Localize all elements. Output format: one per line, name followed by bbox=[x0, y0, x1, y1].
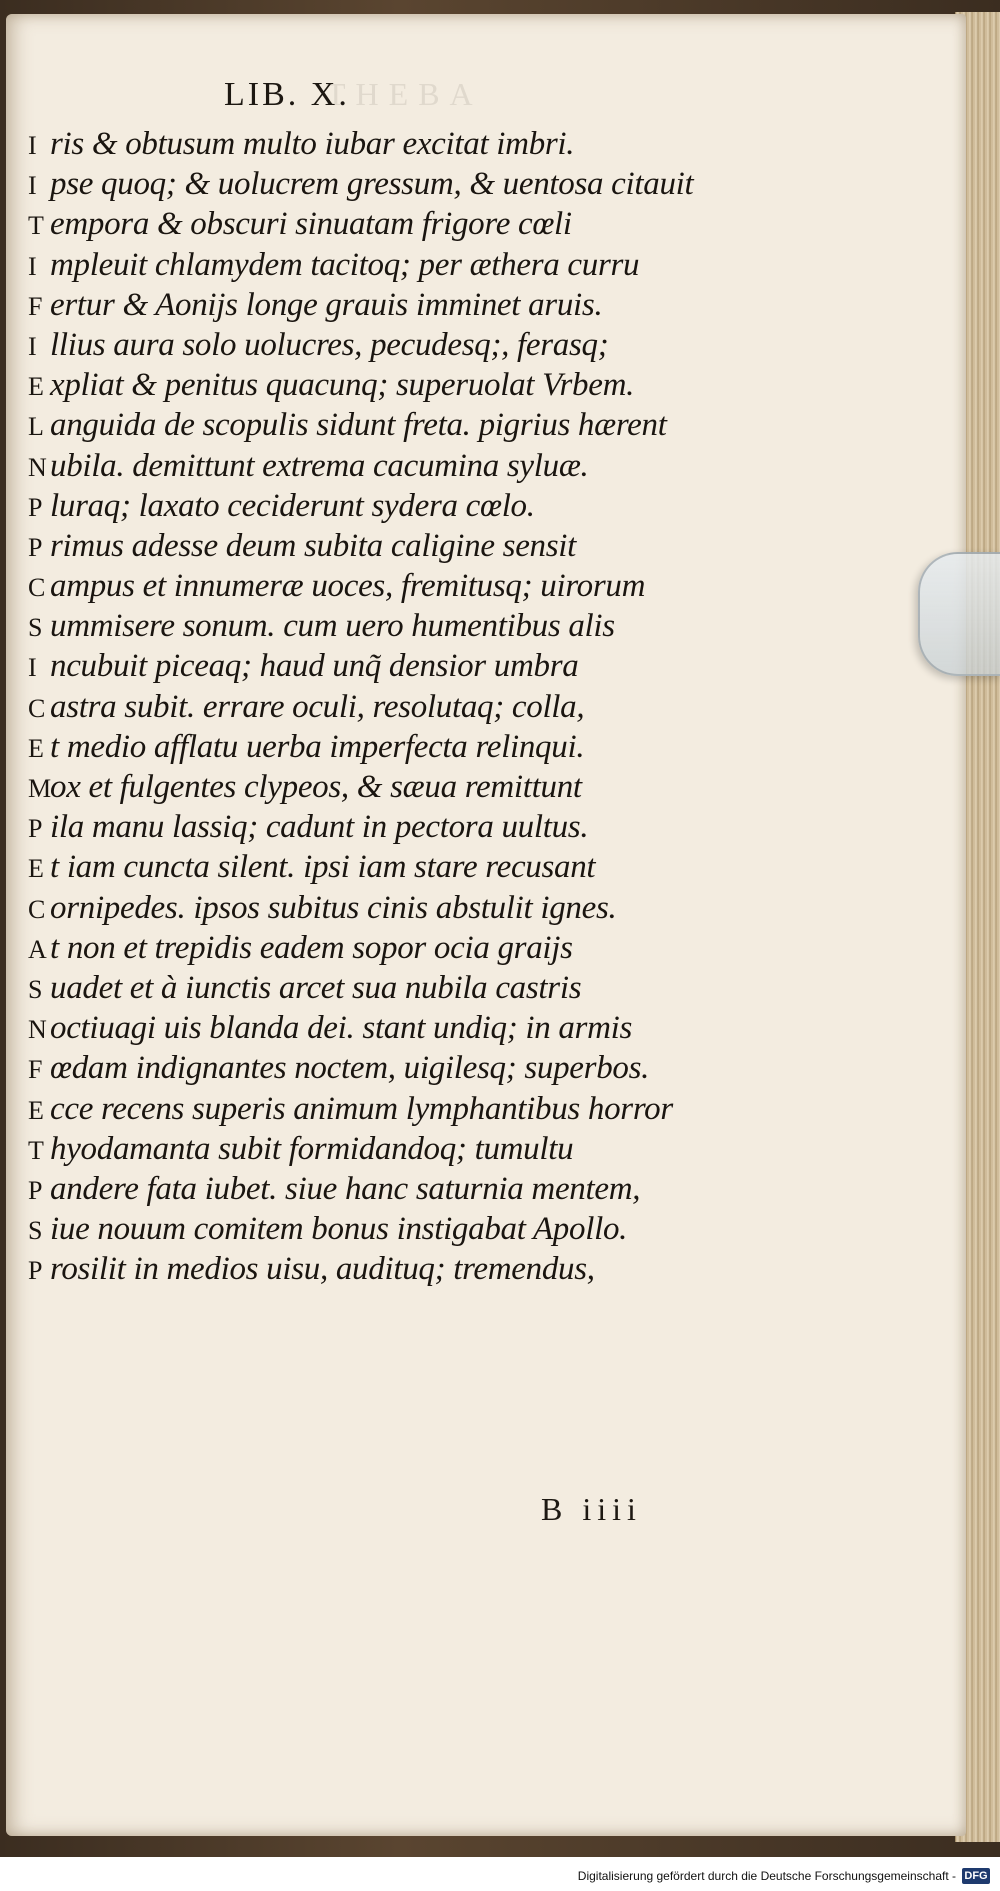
verse-text: ox et fulgentes clypeos, & sæua remittunt bbox=[50, 769, 582, 805]
verse-text: rimus adesse deum subita caligine sensit bbox=[50, 527, 577, 564]
verse-text: xpliat & penitus quacunq; superuolat Vrbem. bbox=[50, 367, 635, 404]
verse-initial: E bbox=[28, 372, 44, 402]
verse-line bbox=[28, 285, 768, 325]
verse-text: luraq; laxato ceciderunt sydera cœlo. bbox=[50, 487, 535, 524]
verse-line bbox=[28, 405, 768, 445]
verse-text: ila manu lassiq; cadunt in pectora uultus. bbox=[50, 809, 589, 846]
verse-initial: I bbox=[28, 653, 37, 683]
verse-text: anguida de scopulis sidunt freta. pigrius hærent bbox=[50, 407, 667, 444]
verse-text: cce recens superis animum lymphantibus horror bbox=[50, 1090, 673, 1127]
verse-text: llius aura solo uolucres, pecudesq;, ferasq; bbox=[50, 326, 609, 363]
verse-initial: E bbox=[28, 854, 44, 884]
verse-initial: P bbox=[28, 1256, 43, 1286]
verse-initial: T bbox=[28, 1135, 44, 1165]
verse-text: t iam cuncta silent. ipsi iam stare recusant bbox=[50, 849, 596, 886]
verse-text: ampus et innumeræ uoces, fremitusq; uirorum bbox=[50, 568, 646, 605]
verse-initial: N bbox=[28, 452, 47, 482]
verse-text: ubila. demittunt extrema cacumina syluæ. bbox=[50, 447, 589, 484]
verse-initial: E bbox=[28, 733, 44, 763]
dfg-logo: DFG bbox=[962, 1868, 990, 1884]
verse-initial: P bbox=[28, 814, 43, 844]
verse-line bbox=[28, 968, 768, 1008]
verse-line bbox=[28, 1169, 768, 1209]
verse-line bbox=[28, 888, 768, 928]
verse-initial: S bbox=[28, 1216, 43, 1246]
verse-text: t non et trepidis eadem sopor ocia graijs bbox=[50, 929, 573, 966]
verse-line bbox=[28, 1129, 768, 1169]
verse-initial: P bbox=[28, 532, 43, 562]
verse-initial: C bbox=[28, 894, 46, 924]
verse-initial: I bbox=[28, 331, 37, 361]
verse-line bbox=[28, 1209, 768, 1249]
verse-line bbox=[28, 767, 768, 807]
verse-initial: M bbox=[28, 774, 52, 803]
verse-initial: F bbox=[28, 1055, 43, 1085]
page-clip bbox=[918, 552, 1000, 676]
verse-initial: C bbox=[28, 693, 46, 723]
verse-line bbox=[28, 446, 768, 486]
verse-initial: S bbox=[28, 613, 43, 643]
verse-line bbox=[28, 807, 768, 847]
verse-initial: P bbox=[28, 1175, 43, 1205]
verse-text: ummisere sonum. cum uero humentibus alis bbox=[50, 608, 615, 645]
verse-initial: P bbox=[28, 492, 43, 522]
verse-text: pse quoq; & uolucrem gressum, & uentosa citauit bbox=[50, 166, 694, 203]
verse-line bbox=[28, 204, 768, 244]
verse-initial: C bbox=[28, 573, 46, 603]
verse-text: rosilit in medios uisu, audituq; tremendus, bbox=[50, 1251, 595, 1288]
verse-text: ris & obtusum multo iubar excitat imbri. bbox=[50, 126, 575, 162]
verse-line bbox=[28, 1249, 768, 1289]
verse-initial: T bbox=[28, 211, 44, 241]
verse-text: hyodamanta subit formidandoq; tumultu bbox=[50, 1130, 574, 1167]
verse-text: iue nouum comitem bonus instigabat Apollo. bbox=[50, 1211, 628, 1248]
show-through-header: THEBA bbox=[326, 76, 483, 112]
verse-line bbox=[28, 928, 768, 968]
verse-initial: N bbox=[28, 1015, 47, 1045]
verse-text: t medio afflatu uerba imperfecta relinqui. bbox=[50, 728, 585, 765]
verse-line bbox=[28, 325, 768, 365]
digitization-credit: Digitalisierung gefördert durch die Deutsche Forschungsgemeinschaft - bbox=[577, 1869, 956, 1883]
verse-line bbox=[28, 606, 768, 646]
verse-line bbox=[28, 566, 768, 606]
verse-text: empora & obscuri sinuatam frigore cœli bbox=[50, 206, 572, 243]
verse-text: ornipedes. ipsos subitus cinis abstulit ignes. bbox=[50, 889, 617, 926]
verse-text: ncubuit piceaq; haud unq̃ densior umbra bbox=[50, 648, 579, 685]
verse-line bbox=[28, 646, 768, 686]
running-header: LIB. X. bbox=[224, 76, 350, 113]
verse-line bbox=[28, 687, 768, 727]
verse-line bbox=[28, 124, 768, 164]
verse-text: octiuagi uis blanda dei. stant undiq; in armis bbox=[50, 1010, 633, 1047]
verse-line bbox=[28, 727, 768, 767]
verse-line bbox=[28, 1008, 768, 1048]
verse-line bbox=[28, 847, 768, 887]
verse-initial: A bbox=[28, 934, 47, 964]
verse-text: uadet et à iunctis arcet sua nubila castris bbox=[50, 969, 582, 1006]
footer-bar bbox=[0, 1857, 1000, 1891]
verse-text: œdam indignantes noctem, uigilesq; superbos. bbox=[50, 1050, 650, 1087]
verse-block bbox=[28, 124, 768, 1289]
verse-text: andere fata iubet. siue hanc saturnia mentem, bbox=[50, 1170, 641, 1207]
verse-line bbox=[28, 1048, 768, 1088]
verse-initial: L bbox=[28, 412, 44, 442]
verse-initial: I bbox=[28, 131, 37, 160]
verse-text: mpleuit chlamydem tacitoq; per æthera curru bbox=[50, 246, 640, 283]
verse-text: astra subit. errare oculi, resolutaq; colla, bbox=[50, 688, 585, 725]
verse-text: ertur & Aonijs longe grauis imminet aruis. bbox=[50, 286, 603, 323]
verse-line bbox=[28, 526, 768, 566]
verse-initial: E bbox=[28, 1095, 44, 1125]
verse-line bbox=[28, 164, 768, 204]
verse-line bbox=[28, 245, 768, 285]
verse-initial: F bbox=[28, 291, 43, 321]
verse-initial: I bbox=[28, 171, 37, 201]
book-page bbox=[6, 14, 966, 1836]
verse-initial: S bbox=[28, 974, 43, 1004]
verse-initial: I bbox=[28, 251, 37, 281]
verse-line bbox=[28, 1089, 768, 1129]
signature-mark: B iiii bbox=[541, 1491, 642, 1527]
verse-line bbox=[28, 365, 768, 405]
verse-line bbox=[28, 486, 768, 526]
